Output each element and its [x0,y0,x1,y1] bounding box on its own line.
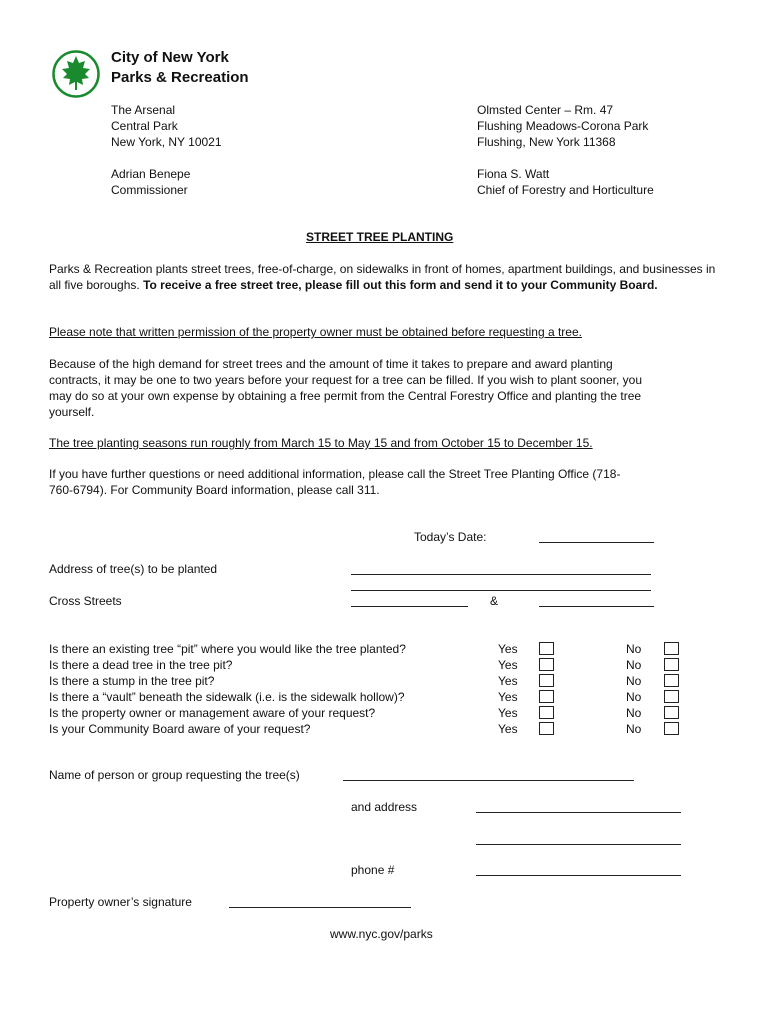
ampersand: & [490,594,499,608]
question: Is there a “vault” beneath the sidewalk (i.e. is the sidewalk hollow)? [49,690,405,704]
cross-street-field-1[interactable] [351,594,468,607]
requester-address-field-line2[interactable] [476,832,681,845]
cross-streets-label: Cross Streets [49,594,122,608]
yes-checkbox[interactable] [539,722,554,735]
olmsted-address: Olmsted Center – Rm. 47 Flushing Meadows-Corona Park Flushing, New York 11368 [477,103,649,149]
commissioner-block: Adrian Benepe Commissioner [111,167,191,197]
parks-leaf-logo [52,50,100,98]
phone-label: phone # [351,863,395,877]
yes-labels: Yes Yes Yes Yes Yes Yes [498,642,518,736]
address-field-line1[interactable] [351,562,651,575]
question: Is your Community Board aware of your request? [49,722,311,736]
contact-paragraph: If you have further questions or need additional information, please call the Street Tree Planting Office (718-760-6794). For Community Board information, please call 311. [49,467,621,497]
requester-address-field-line1[interactable] [476,800,681,813]
arsenal-address: The Arsenal Central Park New York, NY 10021 [111,103,222,149]
requester-label: Name of person or group requesting the tree(s) [49,768,300,782]
question-list [49,641,406,737]
and-address-label: and address [351,800,418,814]
signature-field[interactable] [229,895,411,908]
yes-checkbox[interactable] [539,642,554,655]
no-checkbox[interactable] [664,722,679,735]
no-checkbox[interactable] [664,674,679,687]
no-checkbox[interactable] [664,658,679,671]
page-title: STREET TREE PLANTING [306,230,454,244]
address-field-line2[interactable] [351,578,651,591]
org-name-line1: City of New York [111,49,229,66]
cross-street-field-2[interactable] [539,594,654,607]
question: Is there a dead tree in the tree pit? [49,658,233,672]
planting-seasons-note: The tree planting seasons run roughly from March 15 to May 15 and from October 15 to December 15. [49,436,593,450]
footer-url[interactable]: www.nyc.gov/parks [330,927,433,941]
signature-label: Property owner’s signature [49,895,192,909]
no-checkbox[interactable] [664,642,679,655]
yes-checkbox[interactable] [539,690,554,703]
yes-checkbox[interactable] [539,658,554,671]
no-labels: No No No No No No [626,642,642,736]
phone-field[interactable] [476,863,681,876]
todays-date-field[interactable] [539,530,654,543]
requester-name-field[interactable] [343,768,634,781]
demand-paragraph: Because of the high demand for street trees and the amount of time it takes to prepare and award planting contracts, it may be one to two years before your request for a tree can be filled. If you wish to plant sooner, you may do so at your own expense by obtaining a free permit from the Central Forestry Office and planting the tree yourself. [49,357,642,419]
org-name-line2: Parks & Recreation [111,69,249,86]
question: Is the property owner or management aware of your request? [49,706,376,720]
address-label: Address of tree(s) to be planted [49,562,218,576]
question: Is there an existing tree “pit” where you would like the tree planted? [49,642,406,656]
yes-checkbox[interactable] [539,674,554,687]
todays-date-label: Today’s Date: [414,530,487,544]
no-checkbox[interactable] [664,690,679,703]
permission-notice: Please note that written permission of the property owner must be obtained before requesting a tree. [49,325,582,339]
yes-checkbox[interactable] [539,706,554,719]
chief-block: Fiona S. Watt Chief of Forestry and Horticulture [477,167,654,197]
question: Is there a stump in the tree pit? [49,674,215,688]
intro-paragraph: Parks & Recreation plants street trees, free-of-charge, on sidewalks in front of homes, apartment buildings, and businesses in all five boroughs. To receive a free street tree, please fill out this form and send it to your Community Board. [49,262,716,292]
no-checkbox[interactable] [664,706,679,719]
